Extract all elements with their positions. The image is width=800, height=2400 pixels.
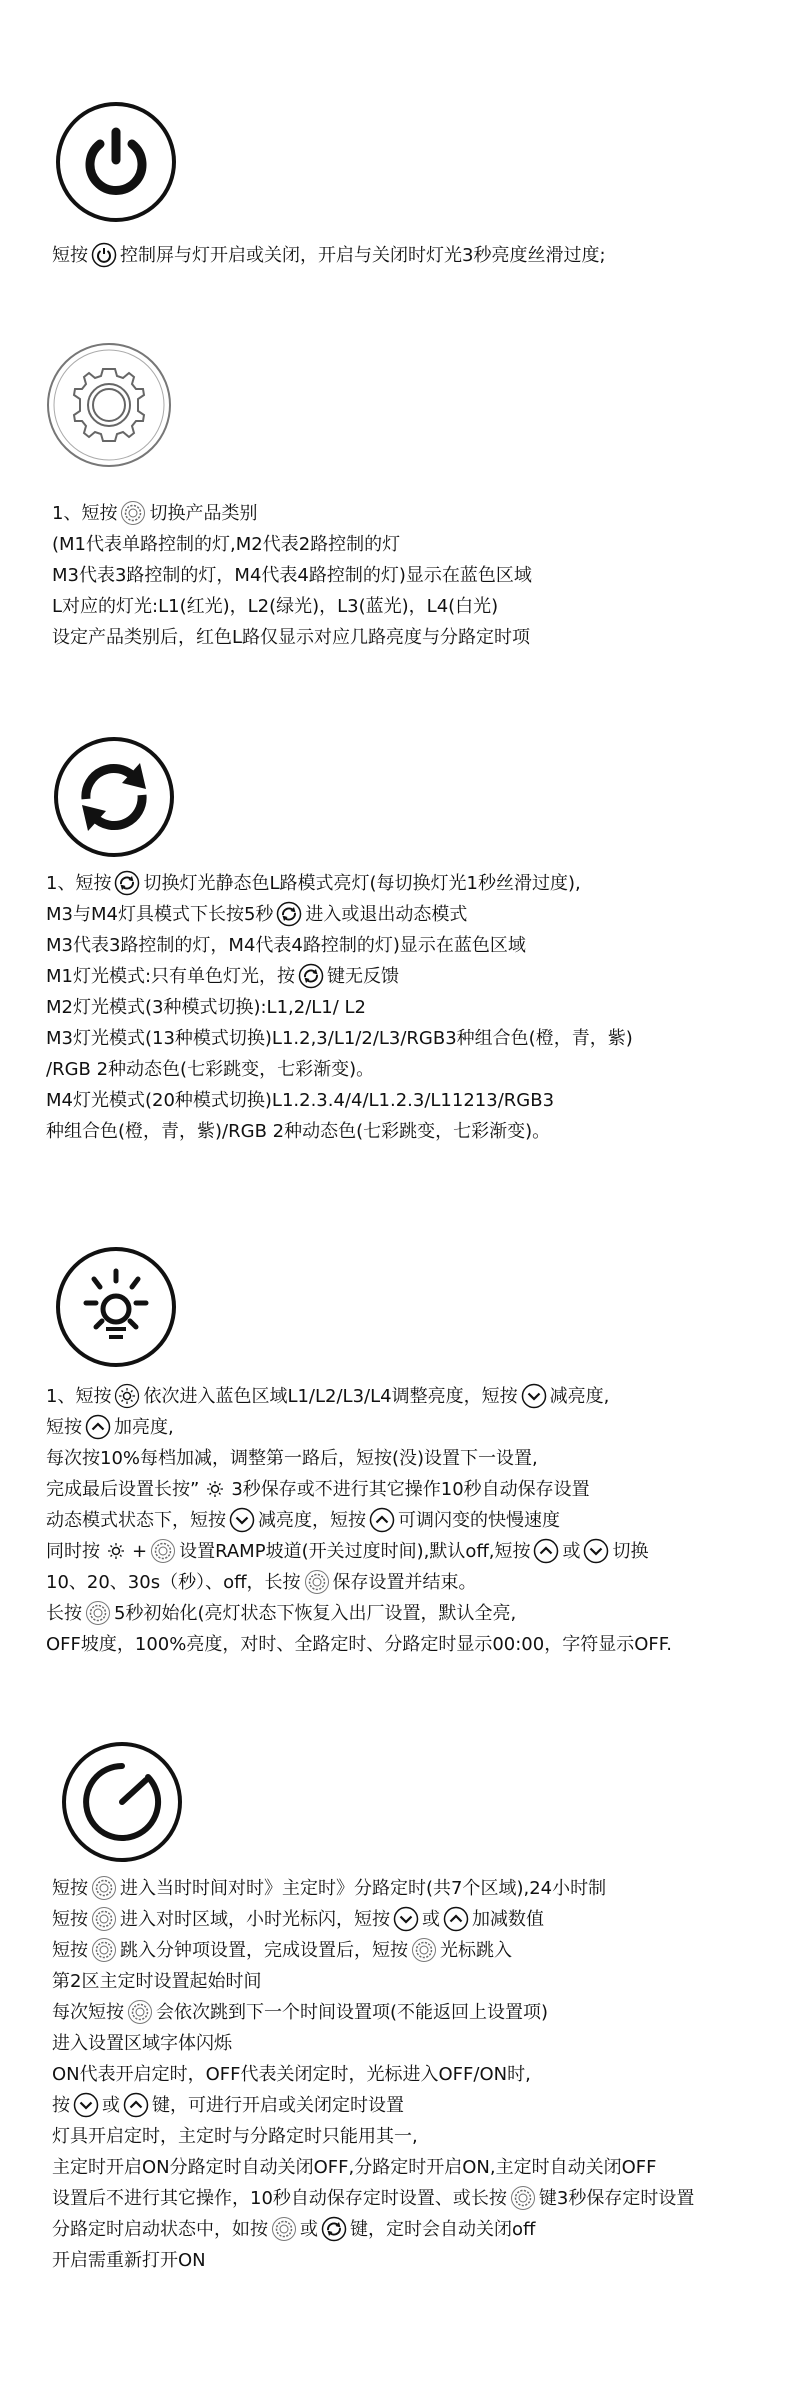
cycle-icon <box>298 963 324 989</box>
chevron-up-icon <box>443 1906 469 1932</box>
gear-icon <box>91 1937 117 1963</box>
gear-icon <box>91 1875 117 1901</box>
chevron-down-icon <box>73 2092 99 2118</box>
chevron-up-icon <box>533 1538 559 1564</box>
gear-icon <box>411 1937 437 1963</box>
cycle-icon <box>276 901 302 927</box>
gear-icon <box>85 1600 111 1626</box>
brightness-icon <box>54 1245 178 1369</box>
gear-icon <box>271 2216 297 2242</box>
cycle-icon <box>52 735 176 859</box>
section-cycle <box>0 735 800 1215</box>
section-power-text: 短按 控制屏与灯开启或关闭，开启与关闭时灯光3秒亮度丝滑过度; <box>52 240 772 271</box>
chevron-down-icon <box>521 1383 547 1409</box>
section-gear <box>0 330 800 670</box>
power-icon <box>54 100 178 224</box>
section-cycle-text: 1、短按 切换灯光静态色L路模式亮灯(每切换灯光1秒丝滑过度), M3与M4灯具模式下长按5秒 进入或退出动态模式 M3代表3路控制的灯，M4代表4路控制的灯)显示在蓝色区域 M1灯光模式:只有单色灯光，按 键无反馈 M2灯光模式(3种模式切换):L1,2/L1/ L2 M3灯光模式(13种模式切换)L1.2,3/L1/2/L3/RGB3种组合色(橙，青，紫) /RGB 2种动态色(七彩跳变，七彩渐变)。 M4灯光模式(20种模式切换)L1.2.3.4/4/L1.2.3/L11213/RGB3 种组合色(橙，青，紫)/RGB 2种动态色(七彩跳变，七彩渐变)。 <box>46 868 766 1147</box>
gear-icon <box>120 500 146 526</box>
gear-icon <box>510 2185 536 2211</box>
brightness-icon <box>202 1476 228 1502</box>
section-timer-text: 短按 进入当时时间对时》主定时》分路定时(共7个区域),24小时制 短按 进入对时区域，小时光标闪，短按 或 加减数值 短按 跳入分钟项设置，完成设置后，短按 光标跳入 第2区主定时设置起始时间 每次短按 会依次跳到下一个时间设置项(不能返回上设置项) 进入设置区域字体闪烁 ON代表开启定时，OFF代表关闭定时，光标进入OFF/ON时, 按 或 键，可进行开启或关闭定时设置 灯具开启定时，主定时与分路定时只能用其一, 主定时开启ON分路定时自动关闭OFF,分路定时开启ON,主定时自动关闭OFF 设置后不进行其它操作，10秒自动保存定时设置、或长按 键3秒保存定时设置 分路定时启动状态中，如按 或 键，定时会自动关闭off 开启需重新打开ON <box>52 1873 772 2276</box>
chevron-down-icon <box>393 1906 419 1932</box>
chevron-down-icon <box>583 1538 609 1564</box>
section-brightness <box>0 1245 800 1685</box>
gear-icon <box>127 1999 153 2025</box>
gear-icon <box>150 1538 176 1564</box>
power-icon <box>91 242 117 268</box>
gear-icon <box>91 1906 117 1932</box>
chevron-up-icon <box>369 1507 395 1533</box>
section-brightness-text: 1、短按 依次进入蓝色区域L1/L2/L3/L4调整亮度，短按 减亮度, 短按 加亮度, 每次按10%每档加减，调整第一路后，短按(没)设置下一设置, 完成最后设置长按” 3秒保存或不进行其它操作10秒自动保存设置 动态模式状态下，短按 减亮度，短按 可调闪变的快慢速度 同时按 + 设置RAMP坡道(开关过度时间),默认off,短按 或 切换 10、20、30s（秒）、off，长按 保存设置并结束。 长按 5秒初始化(亮灯状态下恢复入出厂设置，默认全亮, OFF坡度，100%亮度，对时、全路定时、分路定时显示00:00，字符显示OFF. <box>46 1381 766 1660</box>
chevron-up-icon <box>123 2092 149 2118</box>
cycle-icon <box>321 2216 347 2242</box>
section-gear-text: 1、短按 切换产品类别 (M1代表单路控制的灯,M2代表2路控制的灯 M3代表3路控制的灯，M4代表4路控制的灯)显示在蓝色区域 L对应的灯光:L1(红光)，L2(绿光)，L3(蓝光)，L4(白光) 设定产品类别后，红色L路仅显示对应几路亮度与分路定时项 <box>52 498 772 653</box>
gear-icon <box>304 1569 330 1595</box>
section-power <box>0 0 800 300</box>
dial-icon <box>60 1740 184 1864</box>
brightness-icon <box>103 1538 129 1564</box>
gear-icon <box>44 340 174 470</box>
chevron-up-icon <box>85 1414 111 1440</box>
brightness-icon <box>114 1383 140 1409</box>
cycle-icon <box>114 870 140 896</box>
chevron-down-icon <box>229 1507 255 1533</box>
section-timer <box>0 1740 800 2380</box>
